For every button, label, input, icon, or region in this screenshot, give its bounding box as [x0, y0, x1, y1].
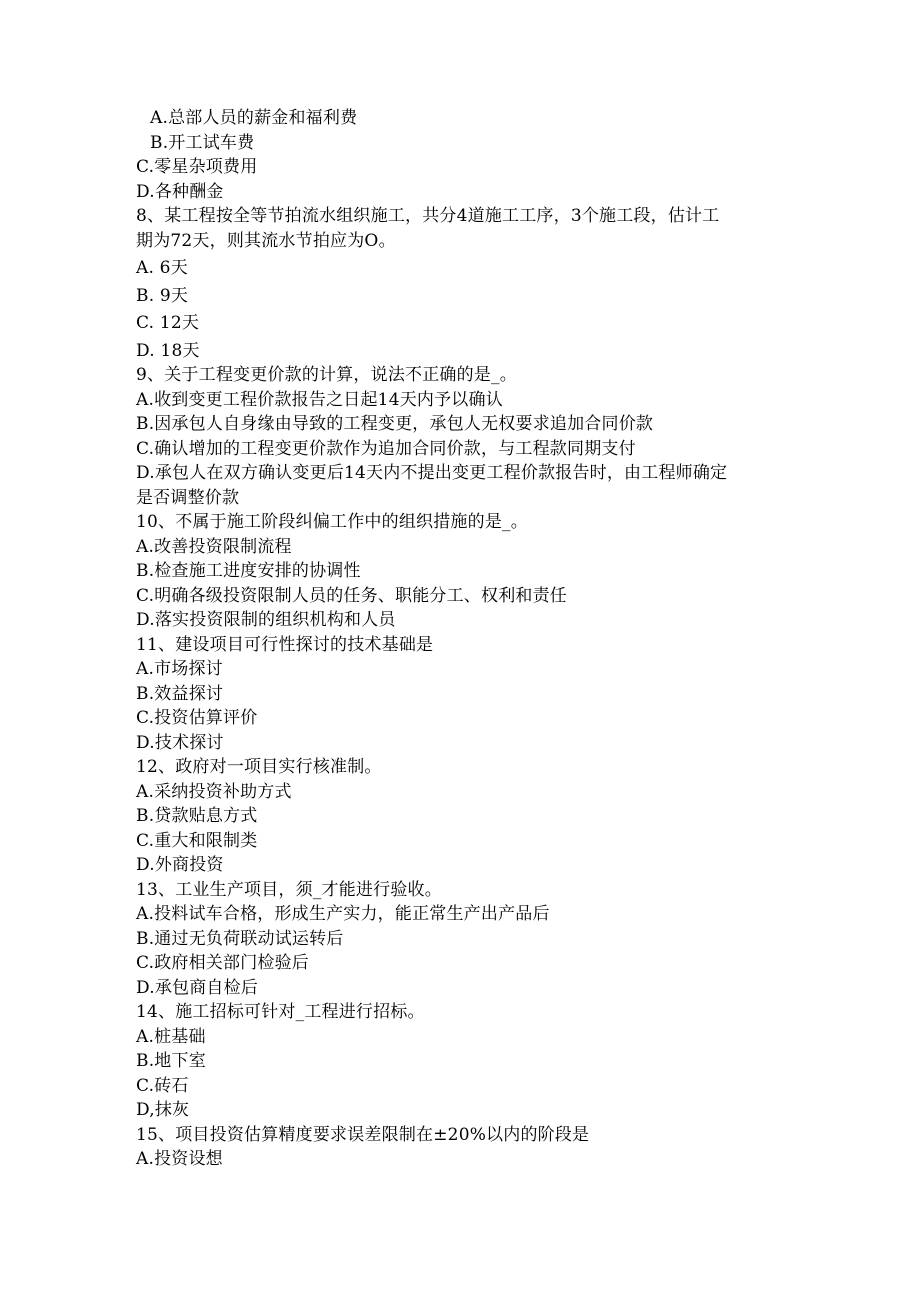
option-line: D.落实投资限制的组织机构和人员 [136, 610, 396, 630]
option-line: A.采纳投资补助方式 [136, 781, 292, 802]
document-body [136, 106, 786, 1172]
option-line: B.地下室 [136, 1051, 206, 1071]
option-line: B.贷款贴息方式 [136, 806, 258, 826]
option-line: A.桩基础 [136, 1026, 206, 1047]
option-line: C.政府相关部门检验后 [136, 953, 310, 973]
option-line: D. 18天 [136, 340, 200, 361]
question-line: 9、关于工程变更价款的计算，说法不正确的是_。 [136, 365, 517, 385]
option-line: C.砖石 [136, 1075, 189, 1096]
option-line: D.承包商自检后 [136, 977, 259, 998]
question-line: 15、项目投资估算精度要求误差限制在±20%以内的阶段是 [136, 1124, 590, 1145]
option-line: C.重大和限制类 [136, 830, 258, 851]
question-line: 12、政府对一项目实行核准制。 [136, 757, 382, 777]
option-line: A.投资设想 [136, 1149, 223, 1169]
option-line: A.投料试车合格，形成生产实力，能正常生产出产品后 [136, 904, 550, 924]
option-line: B.开工试车费 [150, 132, 255, 153]
option-line: 是否调整价款 [136, 487, 240, 508]
question-line: 13、工业生产项目，须_才能进行验收。 [136, 879, 442, 900]
option-line: C.投资估算评价 [136, 708, 258, 728]
option-line: A.总部人员的薪金和福利费 [150, 108, 358, 128]
option-line: C.明确各级投资限制人员的任务、职能分工、权利和责任 [136, 585, 568, 606]
question-line: 14、施工招标可针对_工程进行招标。 [136, 1002, 425, 1022]
option-line: A.市场探讨 [136, 659, 223, 679]
option-line: A.收到变更工程价款报告之日起14天内予以确认 [136, 389, 503, 410]
question-line: 11、建设项目可行性探讨的技术基础是 [136, 634, 434, 655]
option-line: D.外商投资 [136, 855, 224, 875]
question-line: 期为72天，则其流水节拍应为O。 [136, 230, 396, 251]
option-line: A.改善投资限制流程 [136, 536, 292, 557]
option-line: D,抹灰 [136, 1100, 190, 1120]
option-line: C.确认增加的工程变更价款作为追加合同价款，与工程款同期支付 [136, 438, 636, 459]
option-line: D.技术探讨 [136, 732, 224, 753]
option-line: B.通过无负荷联动试运转后 [136, 928, 344, 949]
option-line: A. 6天 [136, 258, 188, 278]
option-line: D.各种酬金 [136, 181, 224, 202]
option-line: C. 12天 [136, 313, 200, 333]
question-line: 8、某工程按全等节拍流水组织施工，共分4道施工工序，3个施工段，估计工 [136, 206, 720, 226]
option-line: B.效益探讨 [136, 683, 224, 704]
question-line: 10、不属于施工阶段纠偏工作中的组织措施的是_。 [136, 512, 528, 532]
option-line: C.零星杂项费用 [136, 157, 258, 177]
option-line: B. 9天 [136, 285, 189, 306]
option-line: B.因承包人自身缘由导致的工程变更，承包人无权要求追加合同价款 [136, 414, 654, 434]
option-line: B.检查施工进度安排的协调性 [136, 561, 361, 581]
option-line: D.承包人在双方确认变更后14天内不提出变更工程价款报告时，由工程师确定 [136, 463, 728, 483]
